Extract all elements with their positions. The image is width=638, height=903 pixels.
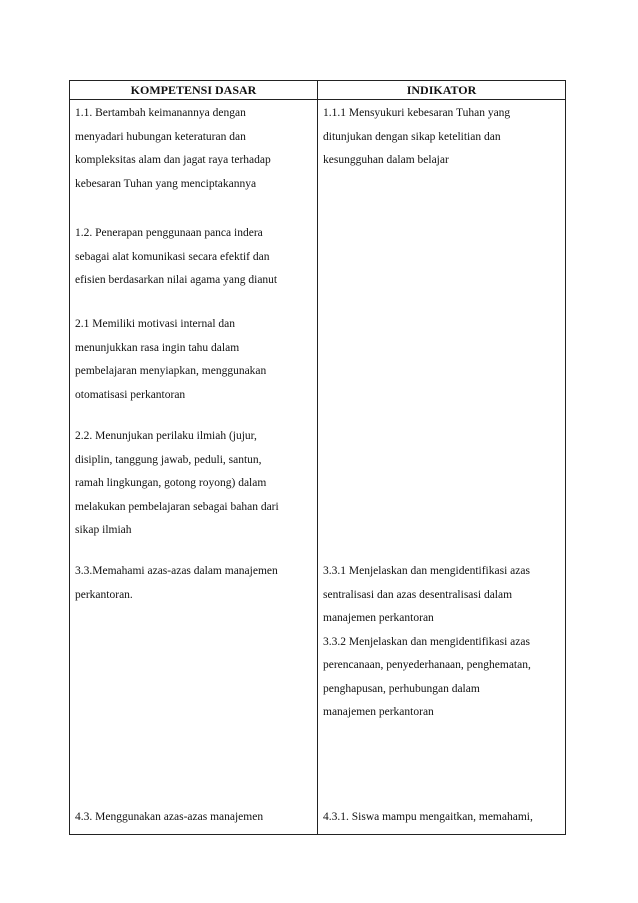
text-line: perencanaan, penyederhanaan, penghematan, — [323, 659, 531, 671]
kd-4-3 — [75, 806, 313, 830]
header-kompetensi-dasar: KOMPETENSI DASAR — [70, 81, 318, 100]
ind-4-3-1 — [323, 806, 561, 830]
text-line: 2.2. Menunjukan perilaku ilmiah (jujur, — [75, 430, 257, 442]
kompetensi-cell — [70, 100, 318, 835]
text-line: manajemen perkantoran — [323, 706, 434, 718]
text-line: 1.1.1 Mensyukuri kebesaran Tuhan yang — [323, 107, 511, 119]
text-line: sentralisasi dan azas desentralisasi dalam — [323, 588, 513, 601]
header-indikator: INDIKATOR — [318, 81, 566, 100]
kd-2-1 — [75, 313, 313, 407]
table-header-row — [70, 81, 566, 100]
text-line: menunjukkan rasa ingin tahu dalam — [75, 341, 240, 354]
text-line: pembelajaran menyiapkan, menggunakan — [75, 365, 267, 377]
table-row — [70, 100, 566, 835]
kd-1-2 — [75, 222, 313, 293]
text-line: sebagai alat komunikasi secara efektif dan — [75, 250, 270, 263]
text-line: perkantoran. — [75, 588, 133, 601]
kd-3-3 — [75, 560, 313, 607]
kd-2-2 — [75, 425, 313, 543]
indikator-cell — [318, 100, 566, 835]
text-line: sikap ilmiah — [75, 524, 132, 536]
kompetensi-table — [69, 80, 566, 835]
text-line: 2.1 Memiliki motivasi internal dan — [75, 318, 236, 330]
text-line: penghapusan, perhubungan dalam — [323, 682, 480, 695]
text-line: manajemen perkantoran — [323, 612, 434, 624]
text-line: ditunjukan dengan sikap ketelitian dan — [323, 130, 501, 143]
text-line: ramah lingkungan, gotong royong) dalam — [75, 477, 267, 489]
kd-1-1 — [75, 102, 313, 196]
text-line: 3.3.2 Menjelaskan dan mengidentifikasi azas — [323, 635, 530, 648]
text-line: efisien berdasarkan nilai agama yang dianut — [75, 274, 278, 286]
text-line: disiplin, tanggung jawab, peduli, santun, — [75, 453, 262, 466]
ind-3-3 — [323, 560, 561, 725]
ind-1-1-1 — [323, 102, 561, 173]
text-line: 1.2. Penerapan penggunaan panca indera — [75, 227, 263, 239]
text-line: 4.3. Menggunakan azas-azas manajemen — [75, 811, 264, 823]
text-line: kesungguhan dalam belajar — [323, 154, 449, 166]
text-line: 3.3.1 Menjelaskan dan mengidentifikasi azas — [323, 565, 530, 577]
text-line: kompleksitas alam dan jagat raya terhadap — [75, 154, 271, 166]
text-line: 4.3.1. Siswa mampu mengaitkan, memahami, — [323, 811, 533, 823]
text-line: otomatisasi perkantoran — [75, 388, 186, 401]
text-line: 3.3.Memahami azas-azas dalam manajemen — [75, 565, 278, 577]
text-line: melakukan pembelajaran sebagai bahan dari — [75, 500, 279, 513]
text-line: menyadari hubungan keteraturan dan — [75, 130, 246, 143]
text-line: 1.1. Bertambah keimanannya dengan — [75, 107, 246, 119]
text-line: kebesaran Tuhan yang menciptakannya — [75, 177, 257, 190]
